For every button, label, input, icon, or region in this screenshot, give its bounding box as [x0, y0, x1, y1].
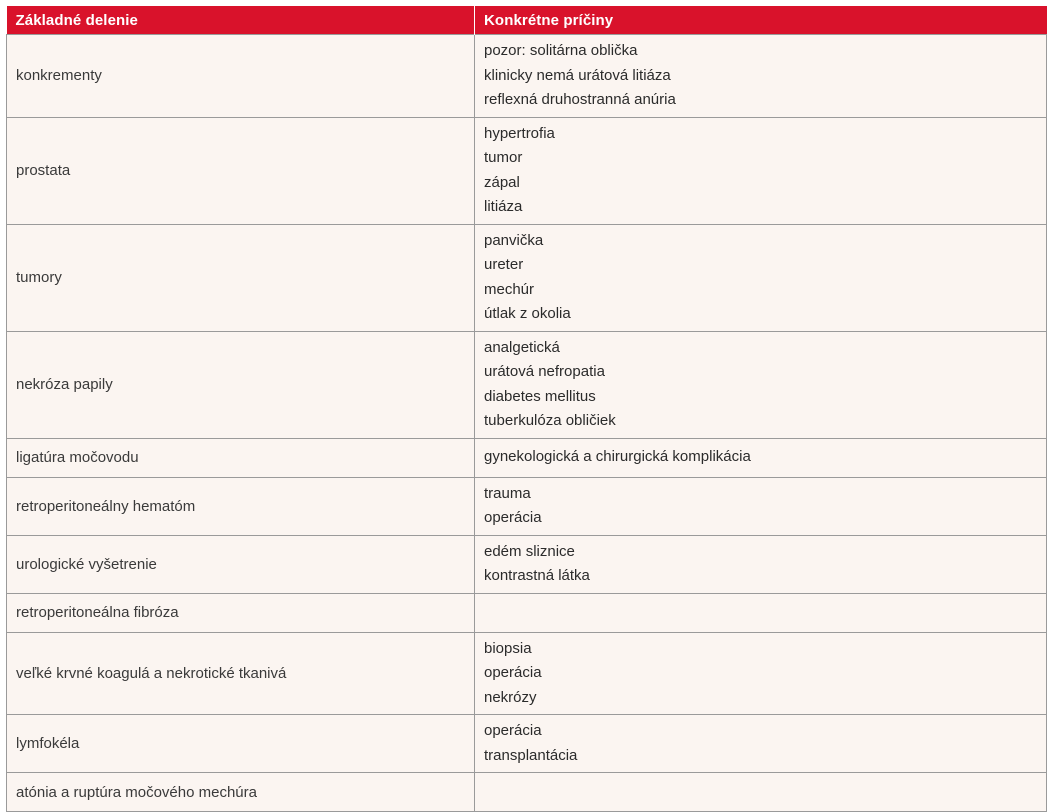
- table-row: [7, 715, 1047, 773]
- category-cell: veľké krvné koagulá a nekrotické tkanivá: [7, 632, 475, 715]
- causes-cell-empty: [475, 773, 1047, 812]
- table-row: [7, 773, 1047, 812]
- table-row: [7, 632, 1047, 715]
- category-cell: prostata: [7, 117, 475, 224]
- table-header-row: [7, 6, 1047, 35]
- table-row: [7, 535, 1047, 593]
- cause-item: klinicky nemá urátová litiáza: [484, 66, 671, 84]
- cause-item: panvička: [484, 231, 544, 249]
- cause-item: transplantácia: [484, 746, 578, 764]
- cause-item: edém sliznice: [484, 542, 575, 560]
- causes-cell: [475, 224, 1047, 331]
- cause-item: operácia: [484, 664, 542, 681]
- table-row: [7, 331, 1047, 438]
- causes-cell: [475, 715, 1047, 773]
- cause-item: mechúr: [484, 280, 535, 298]
- cause-item: gynekologická a chirurgická komplikácia: [484, 448, 751, 466]
- cause-item: kontrastná látka: [484, 567, 590, 584]
- category-cell: atónia a ruptúra močového mechúra: [7, 773, 475, 812]
- cause-item: operácia: [484, 722, 542, 739]
- cause-item: analgetická: [484, 338, 560, 356]
- cause-item: zápal: [484, 173, 520, 191]
- causes-cell: [475, 438, 1047, 477]
- cause-item: biopsia: [484, 639, 532, 657]
- cause-item: hypertrofia: [484, 124, 555, 142]
- causes-cell: [475, 535, 1047, 593]
- cause-item: tumor: [484, 149, 523, 166]
- cause-item: tuberkulóza obličiek: [484, 412, 616, 429]
- causes-table: [6, 6, 1047, 812]
- causes-cell: [475, 477, 1047, 535]
- table-row: [7, 224, 1047, 331]
- table-row: [7, 35, 1047, 118]
- cause-item: útlak z okolia: [484, 305, 571, 322]
- table-row: [7, 593, 1047, 632]
- causes-cell-empty: [475, 593, 1047, 632]
- table-row: [7, 438, 1047, 477]
- causes-table-container: [6, 6, 1046, 812]
- category-cell: ligatúra močovodu: [7, 438, 475, 477]
- cause-item: ureter: [484, 256, 524, 273]
- cause-item: litiáza: [484, 198, 523, 215]
- causes-cell: [475, 331, 1047, 438]
- cause-item: trauma: [484, 484, 531, 502]
- cause-item: operácia: [484, 509, 542, 526]
- causes-cell: [475, 632, 1047, 715]
- header-basic-division: Základné delenie: [7, 6, 475, 35]
- category-cell: retroperitoneálny hematóm: [7, 477, 475, 535]
- causes-cell: [475, 117, 1047, 224]
- causes-cell: [475, 35, 1047, 118]
- category-cell: tumory: [7, 224, 475, 331]
- category-cell: nekróza papily: [7, 331, 475, 438]
- cause-item: urátová nefropatia: [484, 363, 605, 380]
- category-cell: retroperitoneálna fibróza: [7, 593, 475, 632]
- category-cell: lymfokéla: [7, 715, 475, 773]
- cause-item: reflexná druhostranná anúria: [484, 91, 676, 108]
- category-cell: konkrementy: [7, 35, 475, 118]
- category-cell: urologické vyšetrenie: [7, 535, 475, 593]
- cause-item: pozor: solitárna oblička: [484, 42, 638, 59]
- table-row: [7, 117, 1047, 224]
- cause-item: nekrózy: [484, 688, 537, 706]
- table-row: [7, 477, 1047, 535]
- cause-item: diabetes mellitus: [484, 387, 596, 405]
- header-specific-causes: Konkrétne príčiny: [475, 6, 1047, 35]
